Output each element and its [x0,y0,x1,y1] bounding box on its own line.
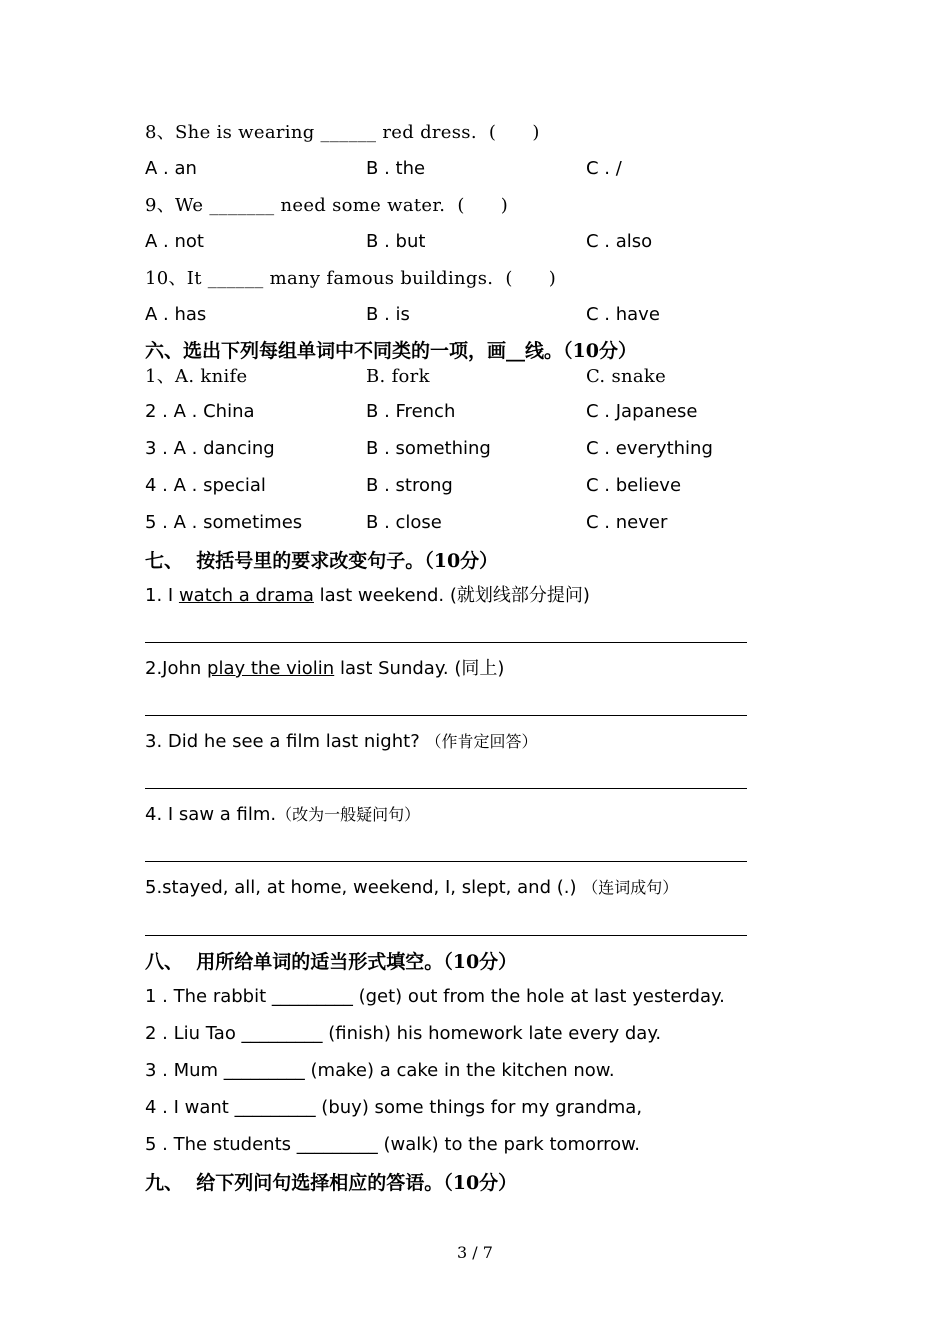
section-8-heading: 八、 用所给单词的适当形式填空。（10分） [145,951,518,973]
option-b: B . the [366,158,426,179]
option-b: B . strong [366,475,453,496]
instruction-note: （连词成句） [582,878,679,897]
prefix-text: 2.John [145,658,208,679]
answer-line-5[interactable] [145,935,747,936]
question-text: 5.stayed, all, at home, weekend, I, slept, and (.) [145,877,583,898]
option-a: 2 . A . China [145,401,255,422]
option-b: B . close [366,512,442,533]
page-number: 3 / 7 [457,1243,493,1262]
suffix-text: last Sunday. (同上) [334,658,505,679]
option-b: B . French [366,401,456,422]
option-a: 3 . A . dancing [145,438,275,459]
underlined-phrase: play the violin [207,658,335,679]
option-c: C . have [586,304,660,325]
odd-one-out-row-3 [145,437,785,461]
section-9-heading: 九、 给下列问句选择相应的答语。（10分） [145,1172,518,1194]
option-a: A . has [145,304,207,325]
fill-blank-item-2: 2 . Liu Tao _________ (finish) his homework late every day. [145,1023,662,1044]
option-c: C . never [586,512,668,533]
instruction-note: （作肯定回答） [425,732,538,751]
transform-question-4 [145,803,420,827]
transform-question-5 [145,876,678,900]
answer-line-1[interactable] [145,642,747,643]
question-10-options [145,303,785,327]
question-text: 4. I saw a film. [145,804,277,825]
option-b: B . something [366,438,491,459]
option-b: B . is [366,304,410,325]
transform-question-2 [145,657,504,681]
fill-blank-item-3: 3 . Mum _________ (make) a cake in the kitchen now. [145,1060,615,1081]
option-c: C . / [586,158,622,179]
question-9-stem: 9、We _______ need some water. ( ) [145,195,509,216]
option-c: C . Japanese [586,401,698,422]
option-a: A . an [145,158,197,179]
section-7-heading: 七、 按括号里的要求改变句子。（10分） [145,550,499,572]
instruction-note: （改为一般疑问句） [276,805,421,824]
question-9-options [145,230,785,254]
section-6-heading: 六、选出下列每组单词中不同类的一项，画__线。（10分） [145,340,637,362]
answer-line-2[interactable] [145,715,747,716]
suffix-text: last weekend. (就划线部分提问) [313,585,590,606]
answer-line-4[interactable] [145,861,747,862]
fill-blank-item-4: 4 . I want _________ (buy) some things for my grandma, [145,1097,643,1118]
option-a: 5 . A . sometimes [145,512,303,533]
option-b: B. fork [366,366,430,387]
question-10-stem: 10、It ______ many famous buildings. ( ) [145,268,557,289]
odd-one-out-row-4 [145,474,785,498]
transform-question-3 [145,730,537,754]
underlined-phrase: watch a drama [178,585,314,606]
option-c: C . believe [586,475,682,496]
fill-blank-item-5: 5 . The students _________ (walk) to the park tomorrow. [145,1134,640,1155]
odd-one-out-row-1 [145,365,785,389]
option-c: C. snake [586,366,667,387]
question-text: 3. Did he see a film last night? [145,731,426,752]
odd-one-out-row-2 [145,400,785,424]
option-c: C . everything [586,438,713,459]
prefix-text: 1. I [145,585,179,606]
odd-one-out-row-5 [145,511,785,535]
option-c: C . also [586,231,653,252]
transform-question-1 [145,584,590,608]
answer-line-3[interactable] [145,788,747,789]
option-a: 4 . A . special [145,475,266,496]
option-a: A . not [145,231,204,252]
question-8-options [145,157,785,181]
option-b: B . but [366,231,426,252]
question-8-stem: 8、She is wearing ______ red dress. ( ) [145,122,540,143]
fill-blank-item-1: 1 . The rabbit _________ (get) out from the hole at last yesterday. [145,986,725,1007]
option-a: 1、A. knife [145,366,248,387]
